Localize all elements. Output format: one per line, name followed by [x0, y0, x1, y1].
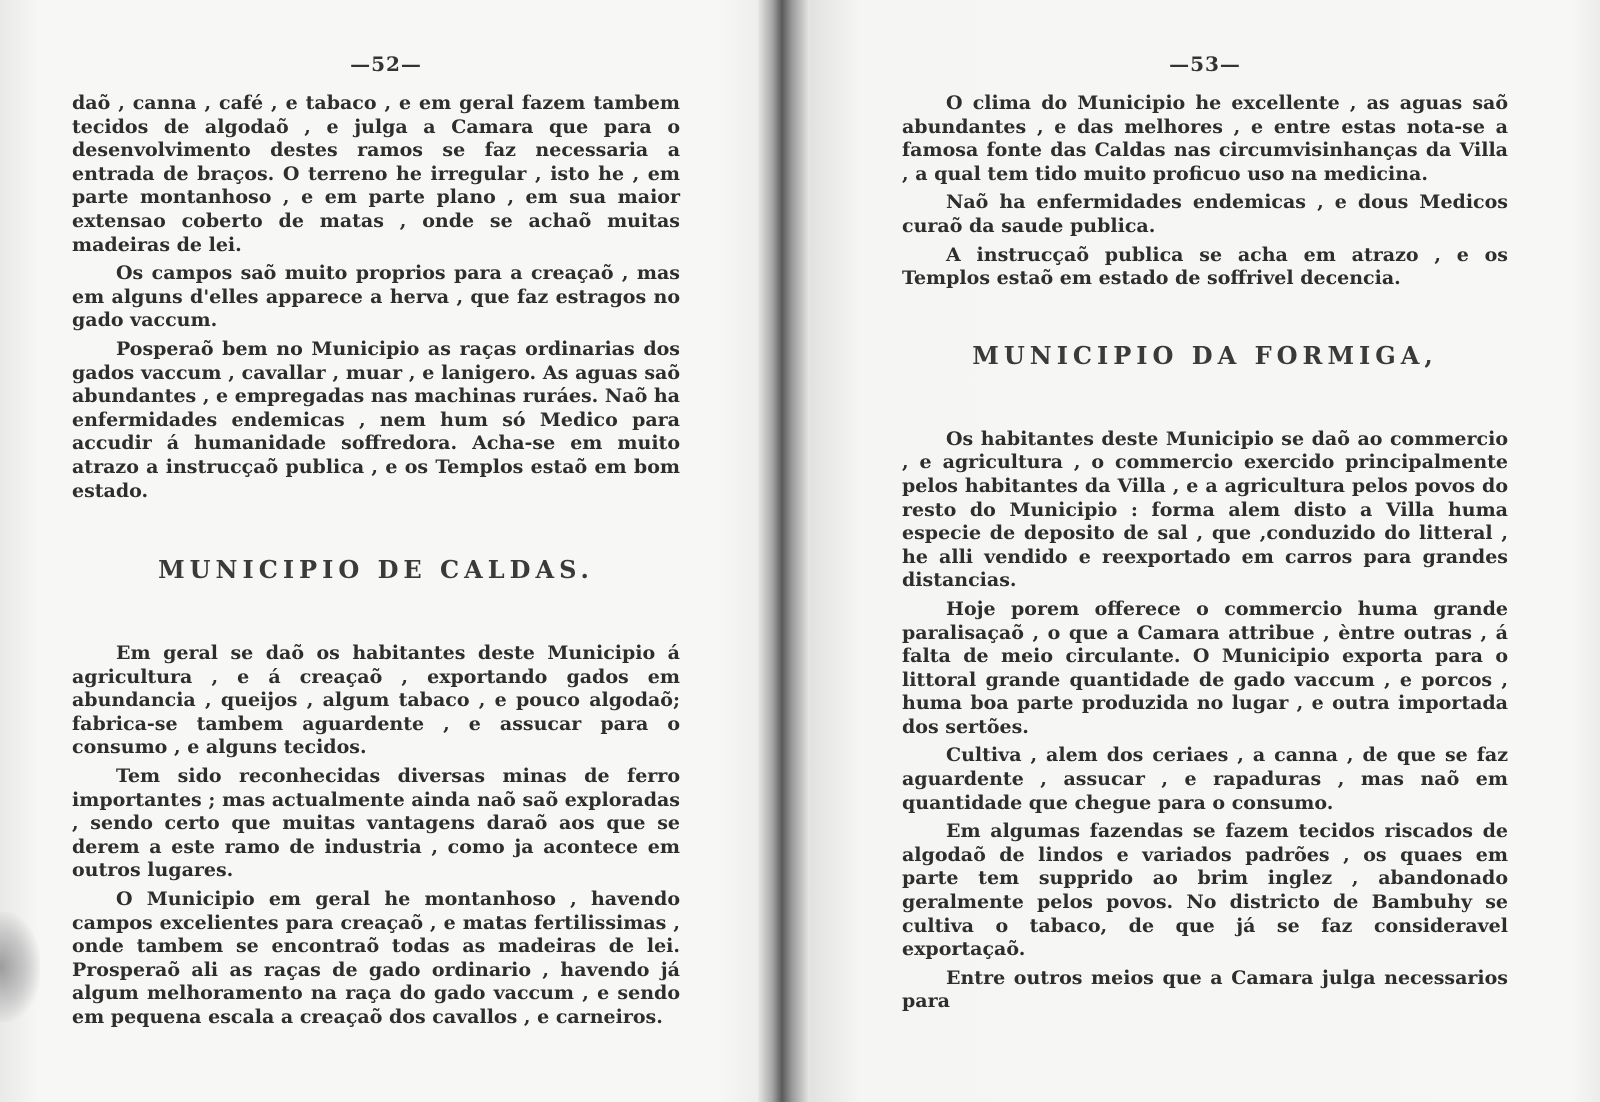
- left-page: [0, 0, 790, 1102]
- section-heading-caldas: MUNICIPIO DE CALDAS.: [158, 555, 594, 585]
- right-paragraph-1: O clima do Municipio he excellente , as aguas saõ abundantes , e das melhores , e entre estas nota-se a famosa fonte das Caldas nas circumvisinhanças da Villa , a qual tem tido muito proficuo uso na medicina.: [902, 92, 1508, 185]
- left-paragraph-2: Os campos saõ muito proprios para a creaçaõ , mas em alguns d'elles apparece a herva , que faz estragos no gado vaccum.: [72, 262, 680, 332]
- right-paragraph-4: Os habitantes deste Municipio se daõ ao commercio , e agricultura , o commercio exercido principalmente pelos habitantes da Villa , e a agricultura pelos povos do resto do Municipio : forma alem disto a Villa huma especie de deposito de sal , que ,conduzido do litteral , he alli vendido e reexportado em carros para grandes distancias.: [902, 427, 1508, 592]
- right-paragraph-2: Naõ ha enfermidades endemicas , e dous Medicos curaõ da saude publica.: [902, 191, 1508, 237]
- right-paragraph-8: Entre outros meios que a Camara julga necessarios para: [902, 966, 1508, 1013]
- right-paragraph-6: Cultiva , alem dos ceriaes , a canna , de que se faz aguardente , assucar , e rapaduras , mas naõ em quantidade que chegue para o consumo.: [902, 744, 1508, 814]
- left-page-number: —52—: [350, 52, 422, 76]
- left-paragraph-5: Tem sido reconhecidas diversas minas de ferro importantes ; mas actualmente ainda naõ saõ exploradas , sendo certo que muitas vantagens daraõ aos que se derem a este ramo de industria , como ja acontece em outros lugares.: [72, 765, 680, 882]
- right-page-number: —53—: [1169, 52, 1241, 76]
- left-paragraph-3: Posperaõ bem no Municipio as raças ordinarias dos gados vaccum , cavallar , muar , e lanigero. As aguas saõ abundantes , e empregadas nas machinas ruráes. Naõ ha enfermidades endemicas , nem hum só Medico para accudir á humanidade soffredora. Acha-se em muito atrazo a instrucçaõ publica , e os Templos estaõ em bom estado.: [72, 337, 680, 502]
- right-paragraph-7: Em algumas fazendas se fazem tecidos riscados de algodaõ de lindos e variados padrões , os quaes em parte tem supprido ao brim inglez , abandonado geralmente pelos povos. No districto de Bambuhy se cultiva o tabaco, de que já se faz consideravel exportaçaõ.: [902, 820, 1508, 961]
- left-paragraph-6: O Municipio em geral he montanhoso , havendo campos excelientes para creaçaõ , e matas fertilissimas , onde tambem se encontraõ todas as madeiras de lei. Prosperaõ ali as raças de gado ordinario , havendo já algum melhoramento na raça do gado vaccum , e sendo em pequena escala a creaçaõ dos cavallos , e carneiros.: [72, 888, 680, 1028]
- left-paragraph-1: daõ , canna , café , e tabaco , e em geral fazem tambem tecidos de algodaõ , e julga a Camara que para o desenvolvimento destes ramos se faz necessaria a entrada de braços. O terreno he irregular , isto he , em parte montanhoso , e em parte plano , em sua maior extensao coberto de matas , onde se achaõ muitas madeiras de lei.: [72, 92, 680, 256]
- right-page: [810, 0, 1600, 1102]
- left-paragraph-4: Em geral se daõ os habitantes deste Municipio á agricultura , e á creaçaõ , exportando gados em abundancia , queijos , algum tabaco , e pouco algodaõ; fabrica-se tambem aguardente , e assucar para o consumo , e alguns tecidos.: [72, 642, 680, 759]
- right-paragraph-3: A instrucçaõ publica se acha em atrazo , e os Templos estaõ em estado de soffrivel decencia.: [902, 243, 1508, 290]
- book-gutter: [758, 0, 810, 1102]
- page-stain: [0, 912, 40, 1022]
- right-paragraph-5: Hoje porem offerece o commercio huma grande paralisaçaõ , o que a Camara attribue , èntre outras , á falta de meio circulante. O Municipio exporta para o littoral grande quantidade de gado vaccum , e porcos , huma boa parte produzida no lugar , e outra importada dos sertões.: [902, 597, 1508, 738]
- section-heading-formiga: MUNICIPIO DA FORMIGA,: [972, 340, 1438, 370]
